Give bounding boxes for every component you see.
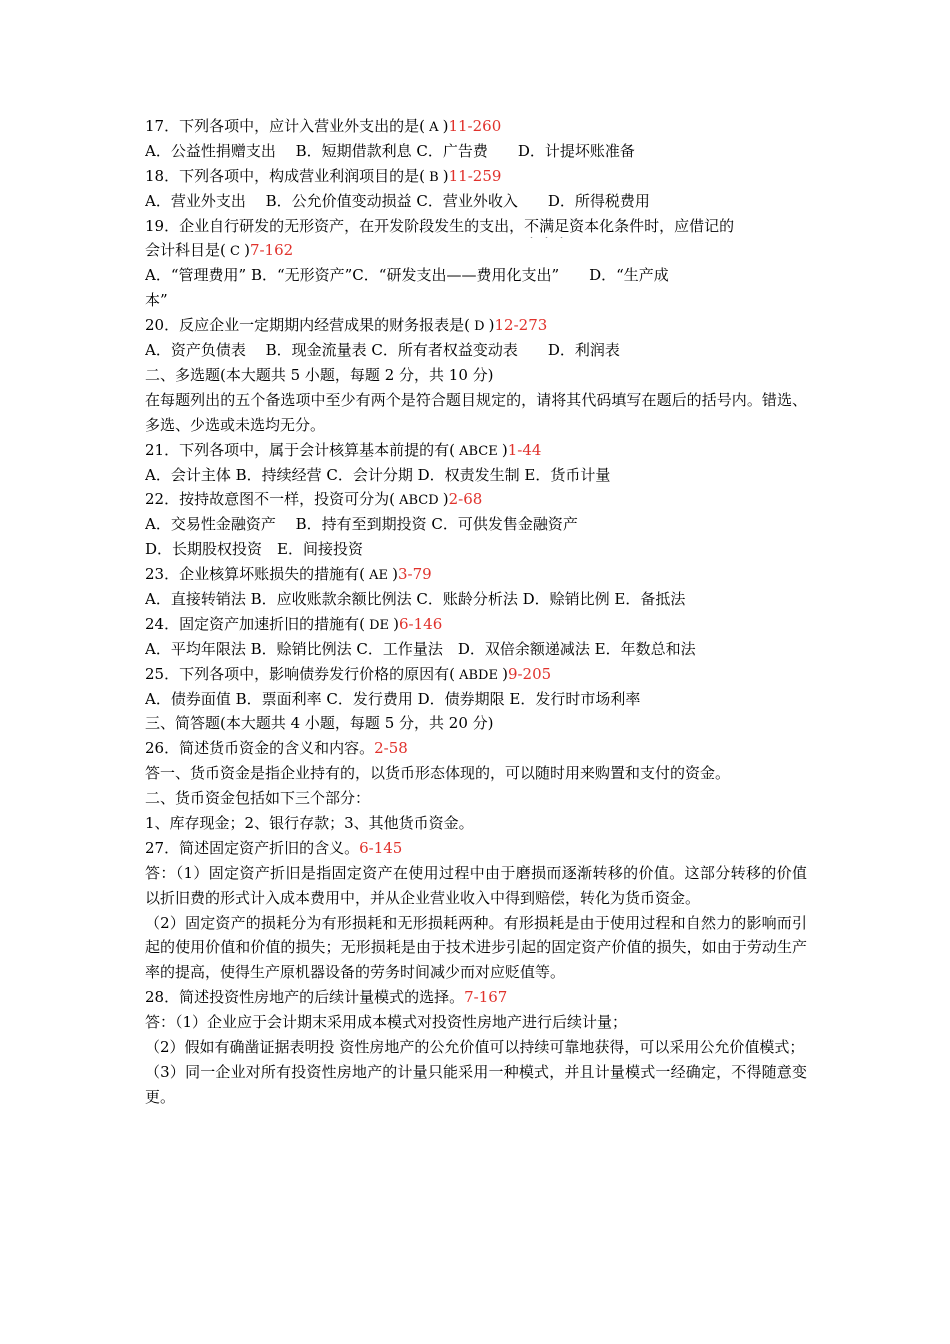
page-reference: 9-205 bbox=[507, 664, 552, 683]
question-19-options: A．“管理费用” B．“无形资产”C．“研发支出——费用化支出” D．“生产成 bbox=[145, 266, 669, 285]
page-reference: 12-273 bbox=[494, 316, 548, 335]
page-reference: 1-44 bbox=[507, 440, 542, 459]
section-2-instructions: 在每题列出的五个备选项中至少有两个是符合题目规定的，请将其代码填写在题后的括号内。错选、多选、少选或未选均无分。 bbox=[145, 390, 807, 434]
question-26-answer-1: 答一、货币资金是指企业持有的，以货币形态体现的，可以随时用来购置和支付的资金。 bbox=[145, 764, 731, 783]
page-reference: 7-167 bbox=[464, 988, 508, 1007]
emphasis-text: 不满足 bbox=[524, 216, 570, 235]
answer: ABCE bbox=[454, 443, 502, 459]
question-28-answer-2: （2）假如有确凿证据表明投 资性房地产的公允价值可以持续可靠地获得，可以采用公允价值模式； bbox=[145, 1038, 805, 1057]
question-26: 26．简述货币资金的含义和内容。2-58 bbox=[145, 739, 408, 758]
question-27-answer-1: 答：（1）固定资产折旧是指固定资产在使用过程中由于磨损而逐渐转移的价值。这部分转移的价值以折旧费的形式计入成本费用中，并从企业营业收入中得到赔偿，转化为货币资金。 bbox=[145, 863, 807, 907]
question-19-line1: 19．企业自行研发的无形资产，在开发阶段发生的支出，不满足资本化条件时，应借记的 bbox=[145, 216, 735, 235]
section-3-title: 三、简答题(本大题共 4 小题，每题 5 分，共 20 分) bbox=[145, 714, 494, 733]
question-18-options: A．营业外支出 B．公允价值变动损益 C．营业外收入 D．所得税费用 bbox=[145, 191, 650, 210]
page-reference: 2-58 bbox=[374, 739, 408, 758]
question-17-options: A．公益性捐赠支出 B．短期借款利息 C．广告费 D．计提坏账准备 bbox=[145, 141, 635, 160]
question-19-options-cont: 本” bbox=[145, 291, 168, 310]
question-22: 22．按持故意图不一样，投资可分为( ABCD )2-68 bbox=[145, 490, 483, 509]
question-22-options: A．交易性金融资产 B．持有至到期投资 C．可供发售金融资产 bbox=[145, 515, 578, 534]
question-23-options: A．直接转销法 B．应收账款余额比例法 C．账龄分析法 D．赊销比例 E．备抵法 bbox=[145, 589, 686, 608]
page-reference: 6-145 bbox=[359, 838, 403, 857]
page-reference: 2-68 bbox=[448, 490, 483, 509]
answer: ABCD bbox=[394, 493, 443, 509]
question-28-answer-3: （3）同一企业对所有投资性房地产的计量只能采用一种模式，并且计量模式一经确定，不得随意变更。 bbox=[145, 1062, 807, 1106]
page-reference: 6-146 bbox=[399, 614, 443, 633]
question-27: 27．简述固定资产折旧的含义。6-145 bbox=[145, 838, 403, 857]
question-28: 28．简述投资性房地产的后续计量模式的选择。7-167 bbox=[145, 988, 508, 1007]
question-28-answer-1: 答：（1）企业应于会计期末采用成本模式对投资性房地产进行后续计量； bbox=[145, 1013, 628, 1032]
question-23: 23．企业核算坏账损失的措施有( AE )3-79 bbox=[145, 565, 432, 584]
answer: D bbox=[469, 319, 489, 335]
answer: A bbox=[424, 120, 443, 135]
question-25-options: A．债券面值 B．票面利率 C．发行费用 D．债券期限 E．发行时市场利率 bbox=[145, 689, 641, 708]
section-2-title: 二、多选题(本大题共 5 小题，每题 2 分，共 10 分) bbox=[145, 365, 494, 384]
question-18: 18．下列各项中，构成营业利润项目的是( B )11-259 bbox=[145, 166, 502, 185]
question-24: 24．固定资产加速折旧的措施有( DE )6-146 bbox=[145, 614, 443, 633]
answer: B bbox=[424, 169, 443, 185]
question-17: 17．下列各项中，应计入营业外支出的是( A )11-260 bbox=[145, 117, 502, 135]
question-20: 20．反应企业一定期期内经营成果的财务报表是( D )12-273 bbox=[145, 316, 548, 335]
answer: AE bbox=[364, 568, 393, 584]
page-reference: 3-79 bbox=[397, 565, 432, 584]
question-26-answer-3: 1、库存现金；2、银行存款；3、其他货币资金。 bbox=[145, 813, 474, 832]
page-reference: 7-162 bbox=[249, 241, 294, 260]
question-24-options: A．平均年限法 B．赊销比例法 C．工作量法 D．双倍余额递减法 E．年数总和法 bbox=[145, 639, 696, 658]
answer: DE bbox=[364, 617, 394, 633]
exam-content bbox=[145, 114, 807, 1110]
answer: ABDE bbox=[454, 667, 503, 683]
answer: C bbox=[225, 244, 245, 260]
question-21-options: A．会计主体 B．持续经营 C．会计分期 D．权责发生制 E．货币计量 bbox=[145, 465, 611, 484]
question-25: 25．下列各项中，影响债券发行价格的原因有( ABDE )9-205 bbox=[145, 664, 552, 683]
question-26-answer-2: 二、货币资金包括如下三个部分： bbox=[145, 789, 371, 808]
question-27-answer-2: （2）固定资产的损耗分为有形损耗和无形损耗两种。有形损耗是由于使用过程和自然力的影响而引起的使用价值和价值的损失；无形损耗是由于技术进步引起的固定资产价值的损失，如由于劳动生产率的提高，使得生产原机器设备的劳务时间减少而对应贬值等。 bbox=[145, 913, 807, 982]
question-21: 21．下列各项中，属于会计核算基本前提的有( ABCE )1-44 bbox=[145, 440, 542, 459]
page-reference: 11-260 bbox=[448, 117, 502, 135]
question-20-options: A．资产负债表 B．现金流量表 C．所有者权益变动表 D．利润表 bbox=[145, 341, 620, 360]
question-19-line2: 会计科目是( C )7-162 bbox=[145, 241, 294, 260]
question-22-options-cont: D．长期股权投资 E．间接投资 bbox=[145, 540, 363, 559]
page-reference: 11-259 bbox=[448, 166, 502, 185]
